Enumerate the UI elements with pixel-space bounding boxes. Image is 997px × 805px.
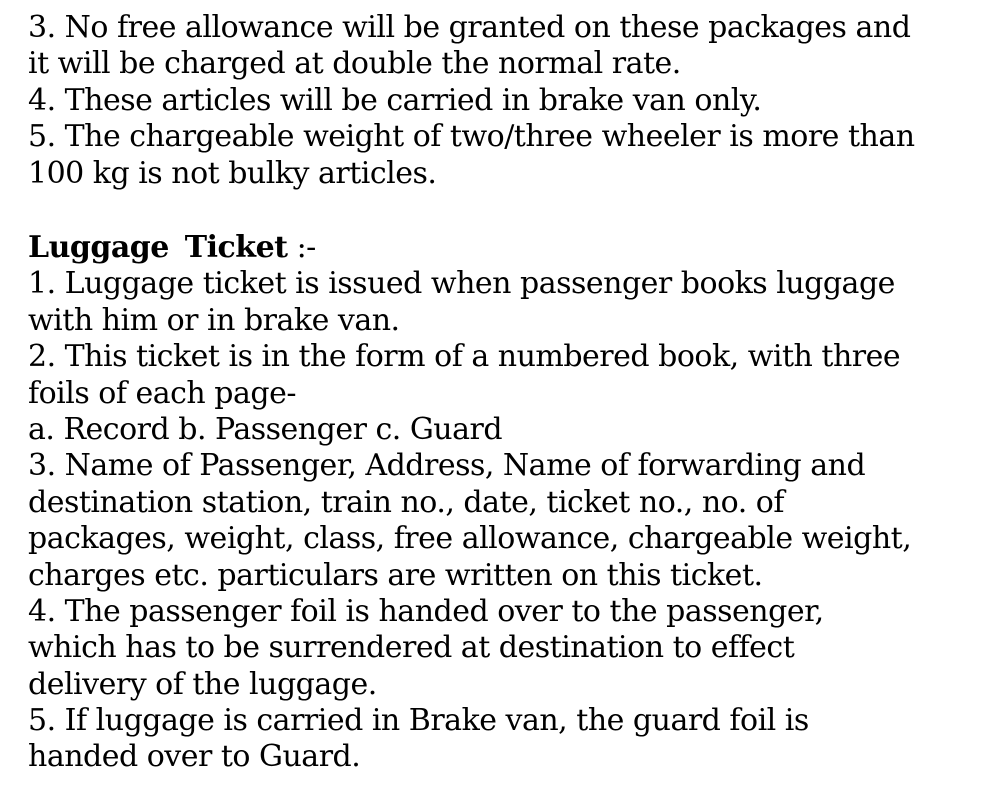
text-line: 100 kg is not bulky articles. [28, 155, 437, 191]
text-line: with him or in brake van. [28, 302, 400, 338]
text-line: 4. These articles will be carried in brake van only. [28, 82, 762, 118]
text-line: packages, weight, class, free allowance, chargeable weight, [28, 521, 912, 557]
text-line: 3. Name of Passenger, Address, Name of forwarding and [28, 448, 866, 484]
text-line: a. Record b. Passenger c. Guard [28, 411, 503, 447]
text-line: handed over to Guard. [28, 739, 361, 775]
text-line: it will be charged at double the normal rate. [28, 46, 681, 82]
text-line: 5. If luggage is carried in Brake van, the guard foil is [28, 703, 809, 739]
section-title-suffix: :- [287, 230, 316, 265]
rules-continuation [28, 10, 983, 192]
text-line: 5. The chargeable weight of two/three wheeler is more than [28, 119, 915, 155]
text-line: 2. This ticket is in the form of a numbered book, with three [28, 339, 901, 375]
text-line: delivery of the luggage. [28, 666, 377, 702]
text-line: 4. The passenger foil is handed over to the passenger, [28, 593, 824, 629]
luggage-ticket-list [28, 266, 983, 775]
section-title: Luggage Ticket [28, 230, 288, 265]
section-heading [28, 230, 983, 266]
text-line: foils of each page- [28, 375, 296, 411]
text-line: which has to be surrendered at destination to effect [28, 630, 795, 666]
text-line: charges etc. particulars are written on this ticket. [28, 557, 763, 593]
text-line: destination station, train no., date, ticket no., no. of [28, 484, 784, 520]
text-line: 3. No free allowance will be granted on these packages and [28, 10, 911, 45]
text-line: 1. Luggage ticket is issued when passenger books luggage [28, 266, 895, 302]
